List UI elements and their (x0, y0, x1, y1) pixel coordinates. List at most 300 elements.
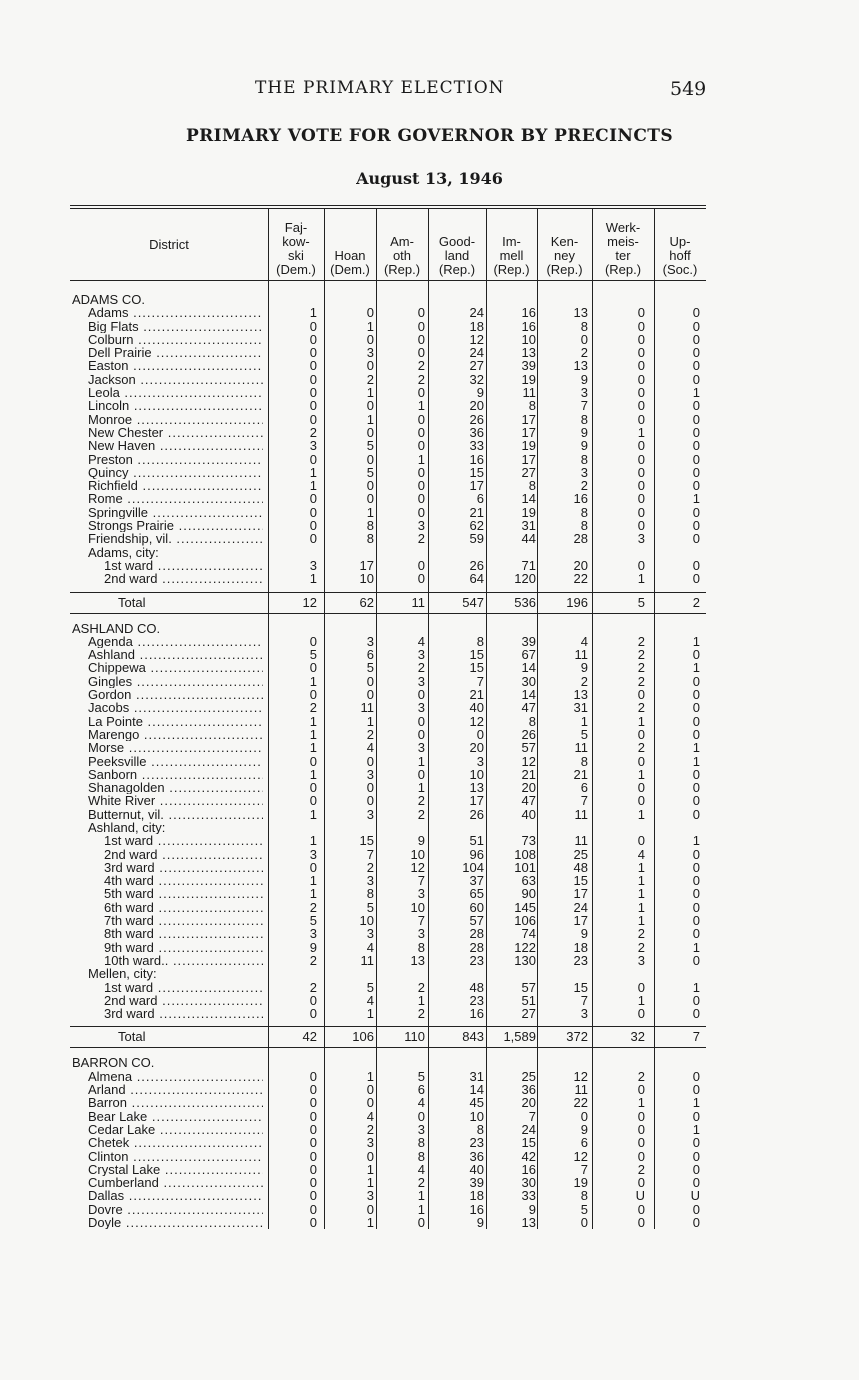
column-rule (592, 209, 593, 1229)
vote-count: 0 (309, 345, 317, 361)
vote-count: 1 (417, 992, 425, 1008)
vote-count: 1 (366, 1161, 374, 1177)
vote-count: 62 (469, 518, 484, 534)
district-name: White River ..... (88, 794, 263, 807)
vote-count: 3 (366, 766, 374, 782)
vote-count: 8 (580, 1188, 588, 1204)
vote-count: 0 (692, 531, 700, 547)
vote-count: 1 (637, 886, 645, 902)
district-name: Quincy ..... (88, 466, 263, 479)
district-name: 4th ward ..... (104, 874, 263, 887)
table-row (70, 715, 706, 728)
vote-count: 6 (366, 647, 374, 663)
vote-count: 16 (521, 305, 536, 321)
vote-count: 0 (309, 1148, 317, 1164)
column-header-line: (Dem.) (330, 262, 370, 277)
column-header-line: Faj- (284, 220, 308, 235)
table-row (70, 320, 706, 333)
vote-count: 28 (573, 531, 588, 547)
table-row (70, 755, 706, 768)
vote-count: 0 (309, 1082, 317, 1098)
vote-count: 2 (637, 660, 645, 676)
vote-count: 0 (366, 305, 374, 321)
column-rule (324, 209, 325, 1229)
table-row (70, 1007, 706, 1020)
vote-count: 21 (573, 766, 588, 782)
top-double-rule (70, 205, 706, 206)
vote-count: 1 (637, 713, 645, 729)
district-name: Easton ..... (88, 359, 263, 372)
district-name: 6th ward ..... (104, 901, 263, 914)
vote-count: 17 (521, 451, 536, 467)
district-name: 1st ward ..... (104, 559, 263, 572)
vote-count: 0 (692, 1148, 700, 1164)
vote-count: 11 (574, 833, 588, 849)
vote-count: 42 (521, 1148, 536, 1164)
vote-count: 40 (469, 1161, 484, 1177)
vote-count: 67 (521, 647, 536, 663)
vote-count: 20 (521, 780, 536, 796)
county-label: ADAMS CO. (72, 293, 145, 307)
vote-count: 32 (469, 371, 484, 387)
vote-count: 3 (309, 438, 317, 454)
county-name (70, 1056, 706, 1069)
column-rule (268, 209, 269, 1229)
table-row (70, 439, 706, 452)
vote-count: 21 (521, 766, 536, 782)
column-header-line: Werk- (605, 220, 641, 235)
district-name: Cumberland ..... (88, 1176, 263, 1189)
vote-count: 3 (309, 926, 317, 942)
district-name: Butternut, vil. ..... (88, 808, 263, 821)
vote-count: 0 (692, 345, 700, 361)
vote-count: 1 (637, 873, 645, 889)
vote-count: 2 (417, 793, 425, 809)
district-name: Agenda ..... (88, 635, 263, 648)
district-name: 8th ward ..... (104, 927, 263, 940)
vote-count: 0 (692, 713, 700, 729)
vote-count: 39 (521, 358, 536, 374)
table-row (70, 466, 706, 479)
vote-count: 18 (469, 1188, 484, 1204)
vote-count: 1 (366, 318, 374, 334)
vote-count: 1 (692, 1095, 700, 1111)
column-header-line: (Rep.) (438, 262, 476, 277)
vote-count: 13 (521, 1215, 536, 1230)
district-name: Sanborn ..... (88, 768, 263, 781)
district-name: Springville ..... (88, 506, 263, 519)
vote-count: 16 (469, 1006, 484, 1022)
vote-count: 0 (309, 318, 317, 334)
vote-count: 2 (417, 660, 425, 676)
vote-count: 0 (366, 451, 374, 467)
vote-count: 3 (417, 740, 425, 756)
vote-count: 9 (309, 939, 317, 955)
vote-count: 0 (417, 557, 425, 573)
vote-count: 20 (469, 398, 484, 414)
vote-count: 59 (469, 531, 484, 547)
vote-count: 0 (692, 1201, 700, 1217)
table-row (70, 1163, 706, 1176)
vote-count: 0 (637, 1215, 645, 1230)
vote-count: 20 (469, 740, 484, 756)
vote-count: 64 (469, 571, 484, 587)
vote-count: 0 (692, 424, 700, 440)
vote-count: 9 (417, 833, 425, 849)
district-name: Mellen, city: (88, 967, 157, 981)
vote-count: 3 (366, 1188, 374, 1204)
district-name: Adams, city: (88, 545, 159, 559)
vote-count: 3 (637, 952, 645, 968)
vote-count: 0 (417, 766, 425, 782)
vote-count: 11 (574, 740, 588, 756)
vote-count: 0 (309, 1175, 317, 1191)
table-row (70, 781, 706, 794)
vote-count: 0 (309, 1095, 317, 1111)
vote-count: 23 (469, 992, 484, 1008)
district-name: La Pointe ..... (88, 715, 263, 728)
vote-count: 0 (366, 793, 374, 809)
vote-count: 0 (637, 478, 645, 494)
vote-count: 10 (410, 899, 425, 915)
vote-count: 31 (521, 518, 536, 534)
vote-count: 1 (309, 713, 317, 729)
column-rule (654, 209, 655, 1229)
vote-count: 60 (469, 899, 484, 915)
vote-count: 0 (309, 358, 317, 374)
vote-count: 0 (366, 673, 374, 689)
vote-count: 48 (573, 859, 588, 875)
vote-count: 0 (692, 899, 700, 915)
vote-count: 57 (469, 913, 484, 929)
vote-count: 0 (692, 571, 700, 587)
table-row (70, 1150, 706, 1163)
vote-count: 3 (366, 345, 374, 361)
vote-count: 0 (637, 504, 645, 520)
column-rule (376, 209, 377, 1229)
vote-count: 0 (366, 1201, 374, 1217)
column-header-line: (Soc.) (662, 262, 698, 277)
vote-count: 12 (521, 753, 536, 769)
column-header-candidate (376, 209, 428, 280)
district-name: Clinton ..... (88, 1150, 263, 1163)
district-name: 3rd ward ..... (104, 1007, 263, 1020)
vote-count: 0 (692, 873, 700, 889)
vote-count: 14 (521, 687, 536, 703)
column-header-candidate (428, 209, 486, 280)
vote-count: 0 (309, 992, 317, 1008)
vote-count: 19 (521, 438, 536, 454)
vote-count: 24 (469, 305, 484, 321)
table-row (70, 413, 706, 426)
table-row (70, 941, 706, 954)
vote-count: 65 (469, 886, 484, 902)
vote-count: 8 (366, 531, 374, 547)
page-title: PRIMARY VOTE FOR GOVERNOR BY PRECINCTS (185, 126, 674, 146)
vote-count: 1 (309, 873, 317, 889)
vote-count: 2 (309, 700, 317, 716)
table-row (70, 453, 706, 466)
vote-count: 26 (469, 411, 484, 427)
district-name: Colburn ..... (88, 333, 263, 346)
vote-count: 106 (352, 1029, 374, 1045)
vote-count: 0 (692, 952, 700, 968)
vote-count: 2 (637, 939, 645, 955)
vote-count: 5 (366, 464, 374, 480)
vote-count: 8 (580, 518, 588, 534)
column-header-line: kow- (282, 234, 310, 249)
vote-count: 3 (417, 673, 425, 689)
table-row (70, 479, 706, 492)
vote-count: 13 (469, 780, 484, 796)
vote-count: 0 (692, 647, 700, 663)
vote-count: 1 (309, 464, 317, 480)
vote-count: 1 (637, 913, 645, 929)
vote-count: 0 (309, 398, 317, 414)
vote-count: 0 (692, 1108, 700, 1124)
district-name: Arland ..... (88, 1083, 263, 1096)
vote-count: 16 (521, 318, 536, 334)
vote-count: 1 (637, 859, 645, 875)
vote-count: 0 (692, 913, 700, 929)
table-row (70, 1216, 706, 1229)
vote-count: 2 (309, 952, 317, 968)
column-header-candidate (654, 209, 706, 280)
vote-count: 33 (521, 1188, 536, 1204)
vote-count: 0 (580, 1108, 588, 1124)
vote-count: 110 (404, 1029, 425, 1045)
table-row (70, 794, 706, 807)
vote-count: 13 (410, 952, 425, 968)
vote-count: 0 (692, 806, 700, 822)
vote-count: 6 (476, 491, 484, 507)
vote-count: 4 (417, 1161, 425, 1177)
vote-count: 0 (417, 331, 425, 347)
vote-count: 1 (417, 398, 425, 414)
vote-count: 2 (637, 926, 645, 942)
vote-count: 23 (469, 1135, 484, 1151)
vote-count: 0 (692, 371, 700, 387)
vote-count: 4 (366, 1108, 374, 1124)
vote-count: 0 (366, 687, 374, 703)
vote-count: 12 (302, 594, 317, 610)
column-header-text (330, 249, 370, 277)
vote-count: 8 (580, 411, 588, 427)
table-row (70, 914, 706, 927)
table-row (70, 1203, 706, 1216)
vote-count: 0 (692, 673, 700, 689)
district-name: 5th ward ..... (104, 887, 263, 900)
vote-count: 0 (309, 1121, 317, 1137)
vote-count: 23 (573, 952, 588, 968)
vote-count: 0 (692, 926, 700, 942)
vote-count: 1 (637, 766, 645, 782)
district-name: Friendship, vil. ..... (88, 532, 263, 545)
vote-count: 104 (462, 859, 484, 875)
vote-count: 19 (521, 504, 536, 520)
vote-count: 12 (573, 1068, 588, 1084)
vote-count: 0 (637, 518, 645, 534)
vote-count: 0 (637, 557, 645, 573)
vote-count: 2 (637, 1161, 645, 1177)
vote-count: 2 (366, 859, 374, 875)
vote-count: 0 (309, 1068, 317, 1084)
vote-count: 0 (637, 1135, 645, 1151)
vote-count: 5 (580, 726, 588, 742)
vote-count: 1 (692, 833, 700, 849)
vote-count: 8 (476, 1121, 484, 1137)
district-name: Big Flats ..... (88, 320, 263, 333)
vote-count: 24 (521, 1121, 536, 1137)
table-row (70, 492, 706, 505)
table-row (70, 861, 706, 874)
table-header (70, 209, 706, 280)
table-row (70, 954, 706, 967)
vote-count: 9 (476, 385, 484, 401)
table-row (70, 808, 706, 821)
vote-count: 0 (637, 451, 645, 467)
table-row (70, 1136, 706, 1149)
vote-count: 1 (637, 1095, 645, 1111)
vote-count: 0 (637, 753, 645, 769)
county-name (70, 293, 706, 306)
vote-count: 4 (417, 633, 425, 649)
vote-count: 0 (692, 557, 700, 573)
vote-count: 57 (521, 979, 536, 995)
table-row (70, 333, 706, 346)
table-row (70, 572, 706, 585)
running-head-title: THE PRIMARY ELECTION (255, 78, 505, 98)
vote-count: 2 (637, 740, 645, 756)
vote-count: 0 (366, 358, 374, 374)
district-name: Monroe ..... (88, 413, 263, 426)
vote-count: 0 (692, 1082, 700, 1098)
district-name: Doyle ..... (88, 1216, 263, 1229)
county-label: BARRON CO. (72, 1056, 155, 1070)
county-name (70, 622, 706, 635)
vote-count: 1 (417, 451, 425, 467)
table-row (70, 874, 706, 887)
vote-count: 23 (469, 952, 484, 968)
district-name: Chetek ..... (88, 1136, 263, 1149)
vote-count: 15 (573, 979, 588, 995)
vote-count: 0 (417, 385, 425, 401)
table-row (70, 426, 706, 439)
table-row (70, 848, 706, 861)
vote-count: 15 (573, 873, 588, 889)
vote-count: 14 (469, 1082, 484, 1098)
vote-count: 0 (637, 371, 645, 387)
district-name: Richfield ..... (88, 479, 263, 492)
vote-count: 13 (521, 345, 536, 361)
vote-count: 0 (417, 504, 425, 520)
vote-count: 0 (637, 1006, 645, 1022)
table-row (70, 887, 706, 900)
vote-count: 0 (692, 700, 700, 716)
vote-count: 26 (469, 557, 484, 573)
vote-count: 0 (417, 464, 425, 480)
vote-count: 7 (692, 1029, 700, 1045)
vote-count: 3 (417, 886, 425, 902)
vote-count: 1,589 (503, 1029, 536, 1045)
vote-count: 22 (573, 1095, 588, 1111)
vote-count: 3 (417, 647, 425, 663)
vote-count: 5 (366, 438, 374, 454)
vote-count: 45 (469, 1095, 484, 1111)
district-name: New Chester ..... (88, 426, 263, 439)
vote-count: 4 (580, 633, 588, 649)
district-name: Crystal Lake ..... (88, 1163, 263, 1176)
vote-count: 1 (692, 979, 700, 995)
vote-count: 120 (514, 571, 536, 587)
vote-count: 0 (309, 385, 317, 401)
vote-count: 0 (637, 438, 645, 454)
table-row (70, 359, 706, 372)
district-name: 2nd ward ..... (104, 848, 263, 861)
vote-count: 1 (692, 939, 700, 955)
vote-count: 0 (417, 1215, 425, 1230)
district-name: Dovre ..... (88, 1203, 263, 1216)
vote-count: 1 (309, 766, 317, 782)
vote-count: 0 (637, 398, 645, 414)
vote-count: 4 (417, 1095, 425, 1111)
vote-count: 3 (580, 1006, 588, 1022)
vote-count: 33 (469, 438, 484, 454)
vote-count: 1 (637, 424, 645, 440)
vote-count: 0 (580, 1215, 588, 1230)
vote-count: 0 (580, 331, 588, 347)
column-header-line: (Rep.) (546, 262, 583, 277)
vote-count: 2 (417, 1175, 425, 1191)
vote-count: 0 (692, 438, 700, 454)
district-name: 1st ward ..... (104, 834, 263, 847)
vote-count: 24 (469, 345, 484, 361)
vote-count: 0 (692, 451, 700, 467)
vote-count: 3 (366, 873, 374, 889)
vote-count: 8 (417, 1135, 425, 1151)
vote-count: 32 (630, 1029, 645, 1045)
vote-count: 0 (692, 780, 700, 796)
district-name: 1st ward ..... (104, 981, 263, 994)
column-header-line: Good- (438, 234, 476, 249)
vote-count: 12 (573, 1148, 588, 1164)
vote-count: 13 (573, 358, 588, 374)
vote-count: 3 (417, 700, 425, 716)
vote-count: 10 (469, 1108, 484, 1124)
vote-count: 36 (469, 424, 484, 440)
vote-table (70, 209, 706, 1229)
table-row (70, 346, 706, 359)
vote-count: 6 (417, 1082, 425, 1098)
vote-count: 1 (692, 1121, 700, 1137)
vote-count: 10 (359, 571, 374, 587)
vote-count: 48 (469, 979, 484, 995)
vote-count: 0 (692, 411, 700, 427)
vote-count: 1 (417, 1201, 425, 1217)
vote-count: 0 (309, 1108, 317, 1124)
column-rule (486, 209, 487, 1229)
vote-count: 2 (580, 478, 588, 494)
vote-count: 1 (692, 753, 700, 769)
vote-count: 24 (573, 899, 588, 915)
vote-count: 0 (692, 846, 700, 862)
vote-count: 0 (417, 305, 425, 321)
column-rule (537, 209, 538, 1229)
vote-count: 0 (692, 518, 700, 534)
vote-count: 1 (366, 1068, 374, 1084)
vote-count: 0 (692, 504, 700, 520)
district-name: Adams ..... (88, 306, 263, 319)
